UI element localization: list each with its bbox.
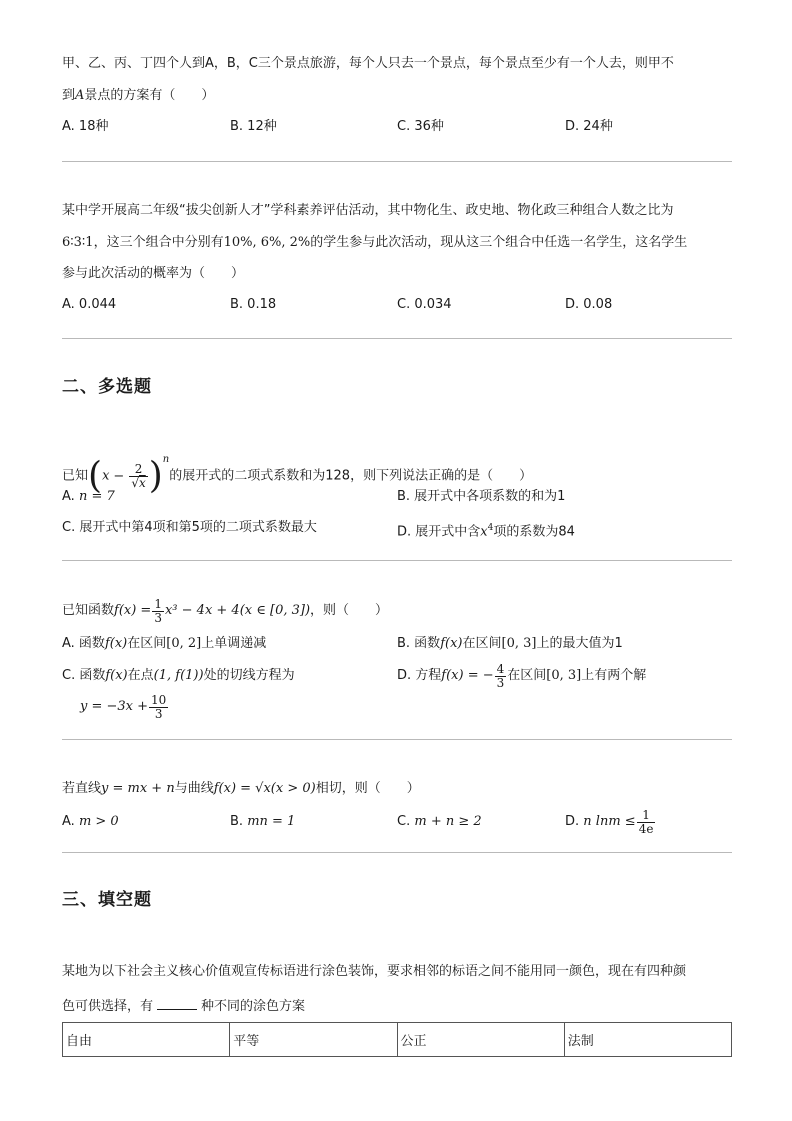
q1-line2: 到A景点的方案有（ ） [62, 88, 215, 103]
section-title-multiple-choice: 二、多选题 [62, 377, 152, 397]
q2-option-d: D. 0.08 [565, 297, 613, 312]
q6-line2: 色可供选择，有 种不同的涂色方案 [62, 995, 305, 1017]
divider [62, 161, 732, 162]
q2-option-a: A. 0.044 [62, 297, 117, 312]
q2-line3: 参与此次活动的概率为（ ） [62, 266, 245, 281]
q4-stem: 已知函数f(x) = $\frac{1}{3}$ x³ − 4x + 4(x ∈ [0, 3])，则（ ） [62, 596, 389, 625]
slogan-table [62, 1022, 732, 1057]
table-cell: 平等 [230, 1023, 397, 1057]
q3-stem: 已知(x − $\frac{2}{√x}$ )$^n$的展开式的二项式系数和为128，则下列说法正确的是（ ） [62, 454, 533, 497]
table-cell: 自由 [63, 1023, 230, 1057]
q2-line1: 某中学开展高二年级“拔尖创新人才”学科素养评估活动，其中物化生、政史地、物化政三种组合人数之比为 [62, 203, 674, 218]
q5-stem: 若直线y = mx + n与曲线f(x) = √x(x > 0)相切，则（ ） [62, 781, 420, 796]
q5-option-d: D. n lnm ≤ $\frac{1}{4e}$ [565, 807, 654, 836]
q3-option-c: C. 展开式中第4项和第5项的二项式系数最大 [62, 520, 317, 535]
q4-option-d: D. 方程f(x) = − $\frac{4}{3}$ 在区间[0, 3]上有两个解 [397, 661, 647, 690]
q1-option-a: A. 18种 [62, 119, 109, 134]
table-cell: 公正 [397, 1023, 564, 1057]
q4-option-b: B. 函数f(x)在区间[0, 3]上的最大值为1 [397, 636, 623, 651]
section-title-fill-in: 三、填空题 [62, 890, 152, 910]
q5-option-a: A. m > 0 [62, 814, 119, 829]
q1-line1: 甲、乙、丙、丁四个人到A，B，C三个景点旅游，每个人只去一个景点，每个景点至少有一个人去，则甲不 [62, 56, 674, 71]
q3-option-a: A. n = 7 [62, 489, 115, 504]
q1-option-d: D. 24种 [565, 119, 613, 134]
divider [62, 739, 732, 740]
q1-option-c: C. 36种 [397, 119, 444, 134]
divider [62, 338, 732, 339]
answer-blank[interactable] [157, 995, 197, 1010]
q5-option-c: C. m + n ≥ 2 [397, 814, 482, 829]
q3-option-b: B. 展开式中各项系数的和为1 [397, 489, 566, 504]
q6-line1: 某地为以下社会主义核心价值观宣传标语进行涂色装饰，要求相邻的标语之间不能用同一颜色，现在有四种颜 [62, 964, 687, 979]
q4-option-c-equation: y = −3x + $\frac{10}{3}$ [80, 692, 167, 721]
divider [62, 852, 732, 853]
q2-option-b: B. 0.18 [230, 297, 277, 312]
q4-option-a: A. 函数f(x)在区间[0, 2]上单调递减 [62, 636, 267, 651]
q5-option-b: B. mn = 1 [230, 814, 296, 829]
q2-line2: 6∶3∶1，这三个组合中分别有10%, 6%, 2%的学生参与此次活动，现从这三个组合中任选一名学生，这名学生 [62, 235, 688, 250]
q1-option-b: B. 12种 [230, 119, 277, 134]
q2-option-c: C. 0.034 [397, 297, 452, 312]
q4-option-c: C. 函数f(x)在点(1, f(1))处的切线方程为 [62, 668, 295, 683]
table-row [63, 1023, 732, 1057]
q3-option-d: D. 展开式中含$x^4$项的系数为84 [397, 523, 575, 540]
table-cell: 法制 [564, 1023, 731, 1057]
divider [62, 560, 732, 561]
